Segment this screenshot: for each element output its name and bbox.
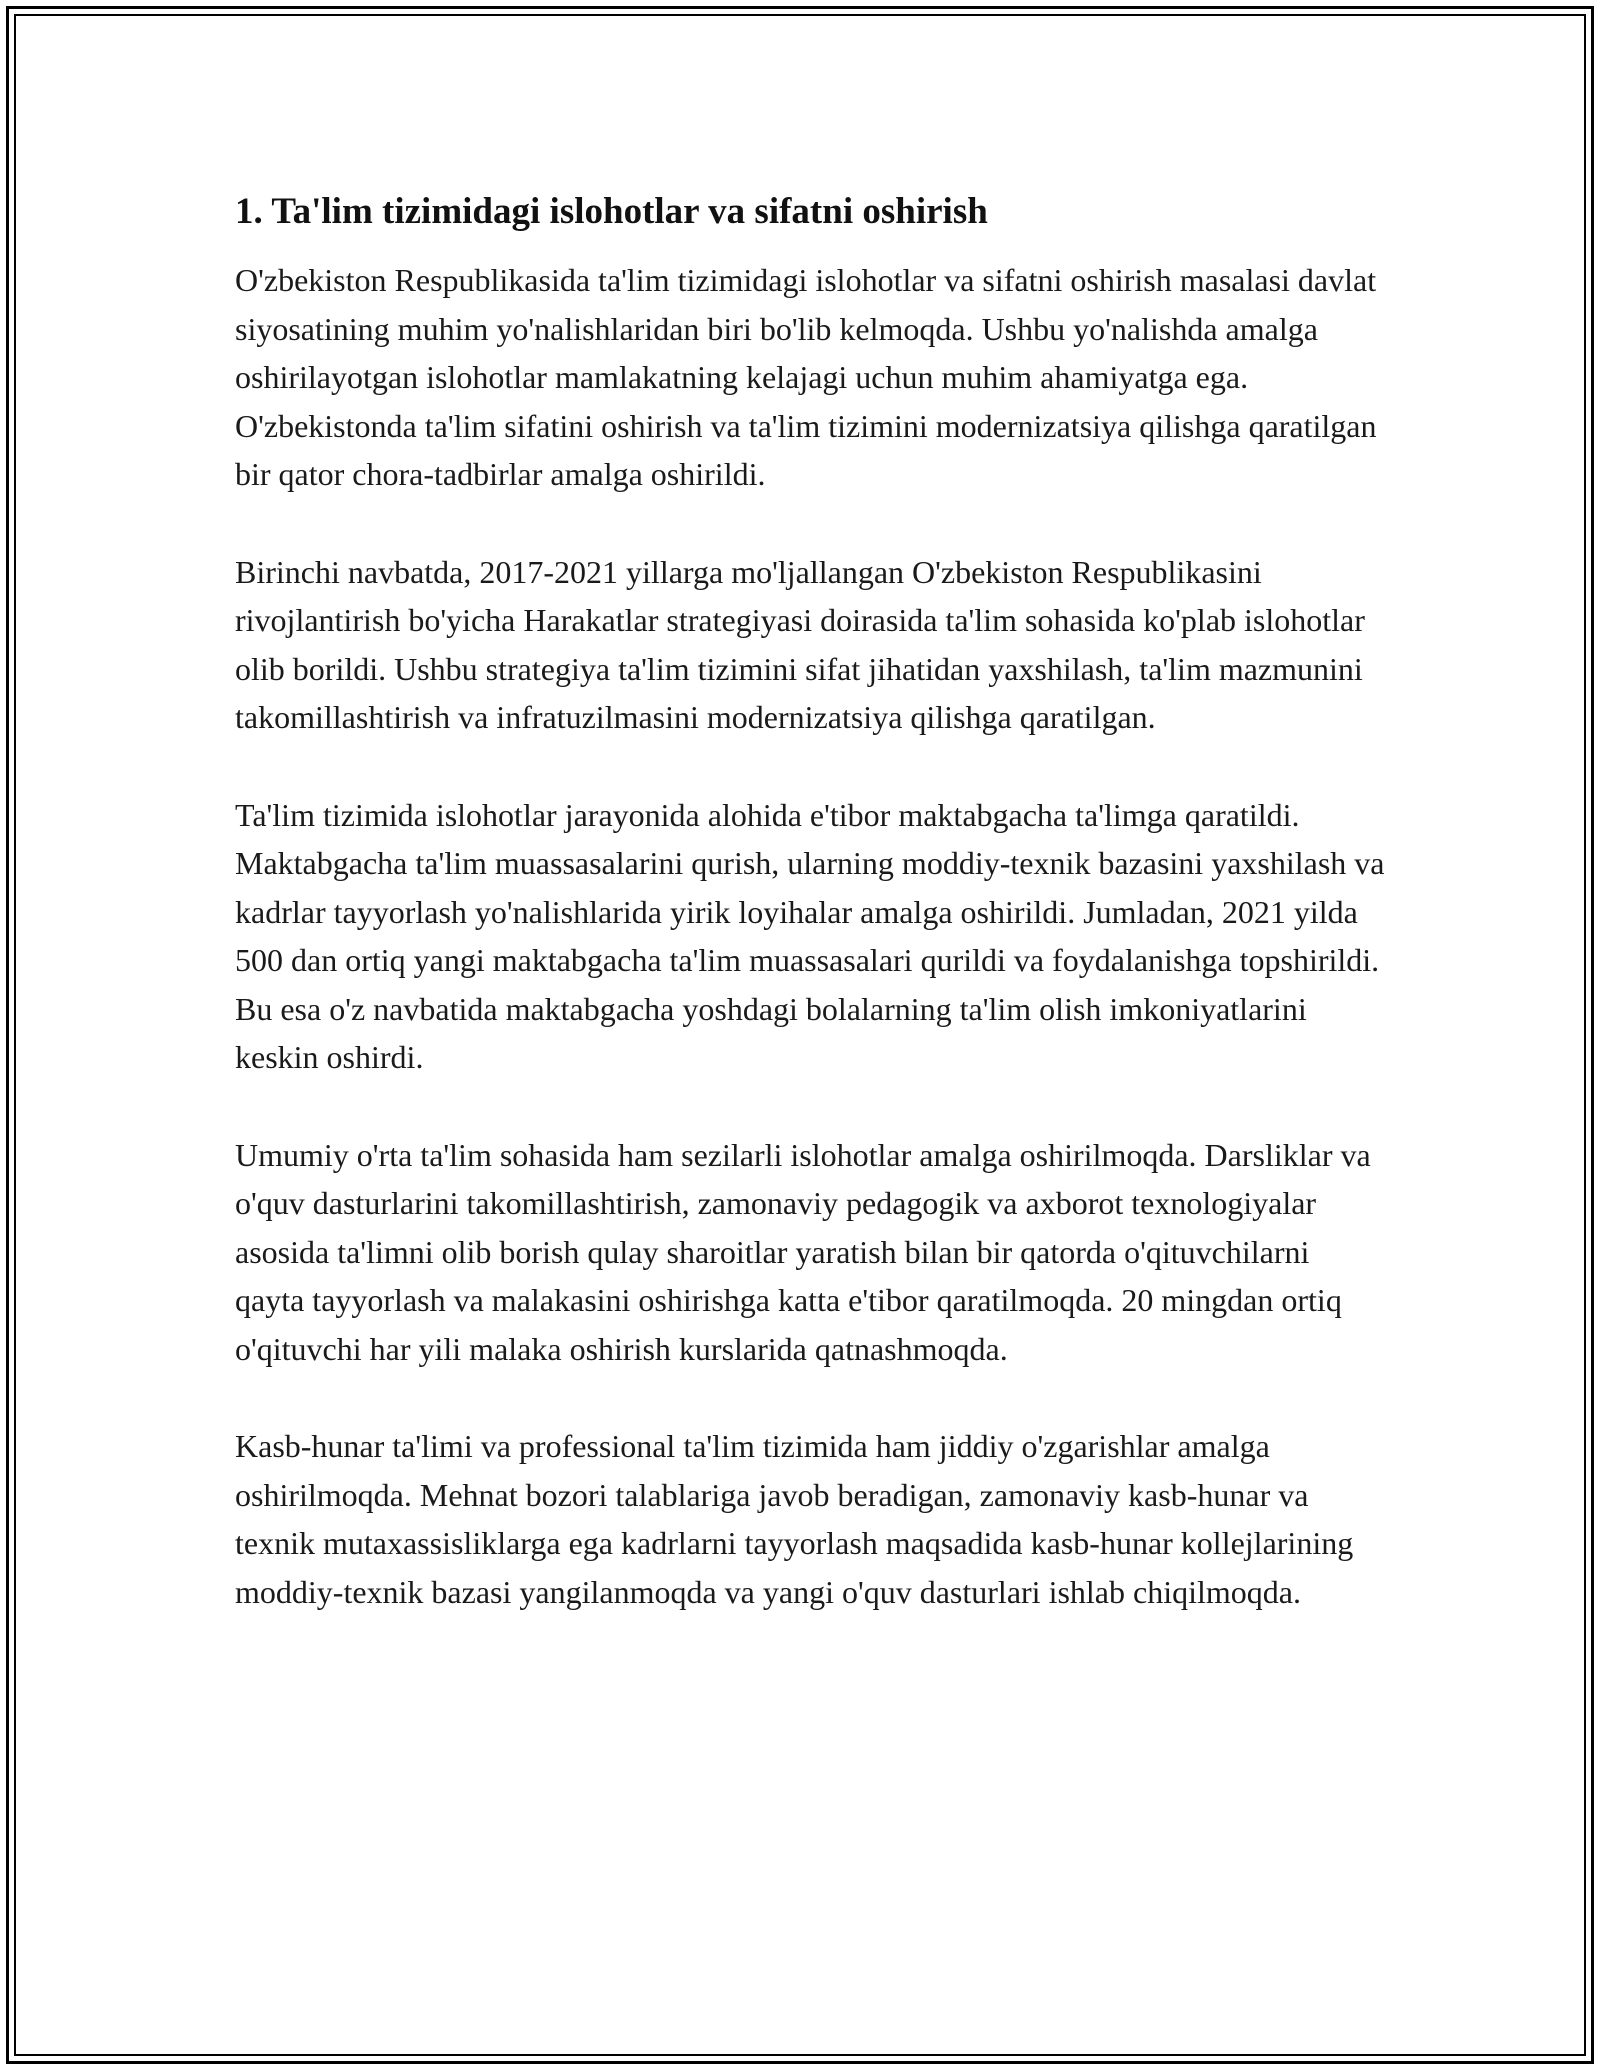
paragraph: Umumiy o'rta ta'lim sohasida ham sezilarli islohotlar amalga oshirilmoqda. Darsliklar va o'quv dasturlarini takomillashtirish, zamonaviy pedagogik va axborot texnologiyalar asosida ta'limni olib borish qulay sharoitlar yaratish bilan bir qatorda o'qituvchilarni qayta tayyorlash va malakasini oshirishga katta e'tibor qaratilmoqda. 20 mingdan ortiq o'qituvchi har yili malaka oshirish kurslarida qatnashmoqda.: [235, 1136, 1371, 1367]
paragraph: Kasb-hunar ta'limi va professional ta'lim tizimida ham jiddiy o'zgarishlar amalga oshirilmoqda. Mehnat bozori talablariga javob beradigan, zamonaviy kasb-hunar va texnik mutaxassisliklarga ega kadrlarni tayyorlash maqsadida kasb-hunar kollejlarining moddiy-texnik bazasi yangilanmoqda va yangi o'quv dasturlari ishlab chiqilmoqda.: [235, 1428, 1354, 1610]
document-body: [235, 186, 1385, 1616]
paragraph: Ta'lim tizimida islohotlar jarayonida alohida e'tibor maktabgacha ta'limga qaratildi. Maktabgacha ta'lim muassasalarini qurish, ularning moddiy-texnik bazasini yaxshilash va kadrlar tayyorlash yo'nalishlarida yirik loyihalar amalga oshirildi. Jumladan, 2021 yilda 500 dan ortiq yangi maktabgacha ta'lim muassasalari qurildi va foydalanishga topshirildi. Bu esa o'z navbatida maktabgacha yoshdagi bolalarning ta'lim olish imkoniyatlarini keskin oshirdi.: [235, 796, 1385, 1075]
paragraph: Birinchi navbatda, 2017-2021 yillarga mo'ljallangan O'zbekiston Respublikasini rivojlantirish bo'yicha Harakatlar strategiyasi doirasida ta'lim sohasida ko'plab islohotlar olib borildi. Ushbu strategiya ta'lim tizimini sifat jihatidan yaxshilash, ta'lim mazmunini takomillashtirish va infratuzilmasini modernizatsiya qilishga qaratilgan.: [235, 553, 1365, 735]
paragraph: O'zbekiston Respublikasida ta'lim tizimidagi islohotlar va sifatni oshirish masalasi davlat siyosatining muhim yo'nalishlaridan biri bo'lib kelmoqda. Ushbu yo'nalishda amalga oshirilayotgan islohotlar mamlakatning kelajagi uchun muhim ahamiyatga ega. O'zbekistonda ta'lim sifatini oshirish va ta'lim tizimini modernizatsiya qilishga qaratilgan bir qator chora-tadbirlar amalga oshirildi.: [235, 262, 1377, 492]
section-heading: 1. Ta'lim tizimidagi islohotlar va sifatni oshirish: [235, 191, 988, 232]
